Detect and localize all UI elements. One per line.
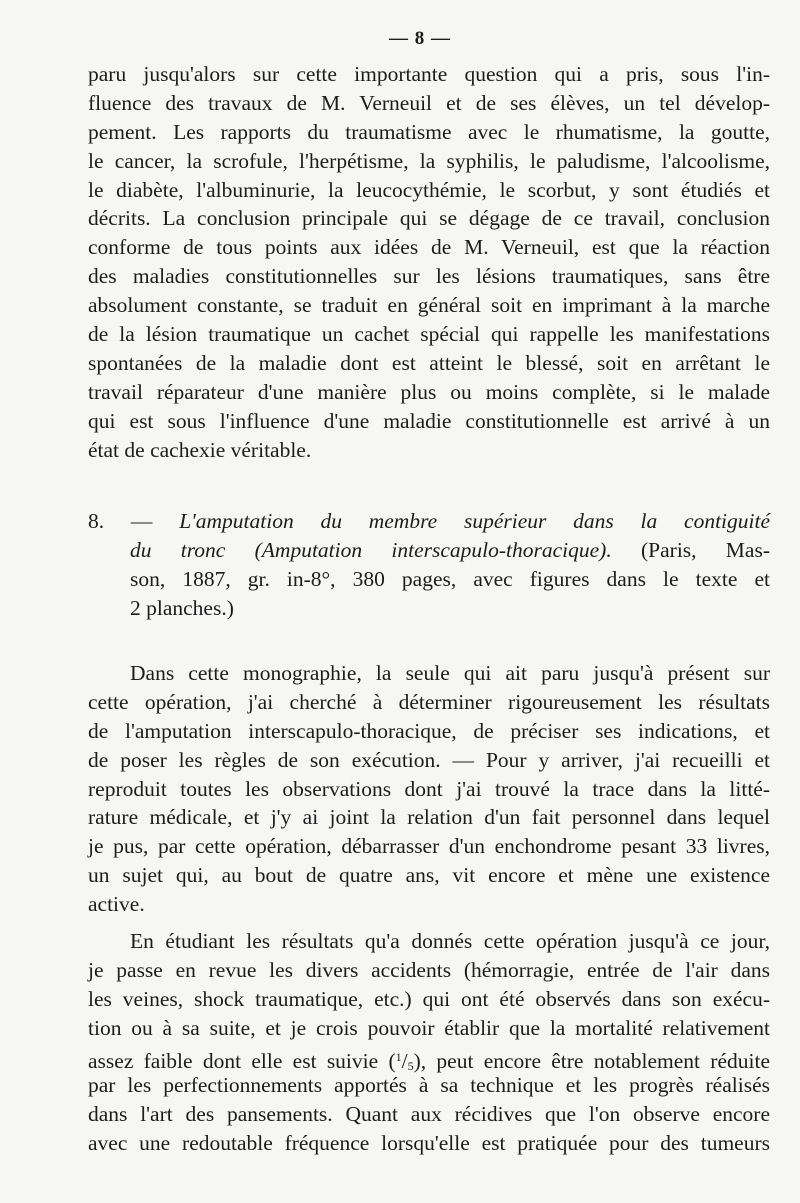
text-line: le cancer, la scrofule, l'herpétisme, la syphilis, le paludisme, l'alcoolisme, (88, 148, 770, 173)
text-line: qui est sous l'influence d'une maladie constitutionnelle est arrivé à un (88, 408, 770, 433)
text-line: avec une redoutable fréquence lorsqu'elle est pratiquée pour des tumeurs (88, 1131, 770, 1156)
text-line: décrits. La conclusion principale qui se dégage de ce travail, conclusion (88, 206, 770, 231)
entry-title-line (88, 536, 770, 565)
text-line: de l'amputation interscapulo-thoracique, de préciser ses indications, et (88, 718, 770, 743)
text-line: conforme de tous points aux idées de M. Verneuil, est que la réaction (88, 235, 770, 260)
text-line: Dans cette monographie, la seule qui ait paru jusqu'à présent sur (130, 661, 770, 685)
fraction-numerator: 1 (395, 1049, 402, 1064)
text-line: un sujet qui, au bout de quatre ans, vit encore et mène une existence (88, 863, 770, 888)
entry-title-line (88, 507, 770, 536)
entry-number: 8. — (88, 509, 153, 533)
text-line: absolument constante, se traduit en général soit en imprimant à la marche (88, 293, 770, 318)
text-line: dans l'art des pansements. Quant aux récidives que l'on observe encore (88, 1102, 770, 1127)
text-line: reproduit toutes les observations dont j'ai trouvé la trace dans la litté- (88, 776, 770, 801)
text-line: En étudiant les résultats qu'a donnés cette opération jusqu'à ce jour, (130, 929, 770, 953)
text-line-mortality (88, 1043, 770, 1072)
paragraph-monograph (88, 659, 770, 919)
paragraph-results (88, 927, 770, 1158)
fraction-slash: / (401, 1048, 408, 1073)
text-line: active. (88, 892, 145, 917)
entry-publication: (Paris, Mas- (641, 537, 770, 562)
entry-publication-line: son, 1887, gr. in-8°, 380 pages, avec figures dans le texte et (130, 566, 770, 591)
entry-title-continued: du tronc (Amputation interscapulo-thoracique). (130, 537, 612, 562)
text-line: cette opération, j'ai cherché à déterminer rigoureusement les résultats (88, 689, 770, 714)
text-line: je pus, par cette opération, débarrasser d'un enchondrome pesant 33 livres, (88, 834, 770, 859)
text-line: par les perfectionnements apportés à sa technique et les progrès réalisés (88, 1073, 770, 1098)
mortality-text-before: assez faible dont elle est suivie ( (88, 1048, 396, 1073)
text-line: des maladies constitutionnelles sur les lésions traumatiques, sans être (88, 264, 770, 289)
text-line: travail réparateur d'une manière plus ou moins complète, si le malade (88, 379, 770, 404)
text-line: de poser les règles de son exécution. — Pour y arriver, j'ai recueilli et (88, 747, 770, 772)
text-line: spontanées de la maladie dont est atteint le blessé, soit en arrêtant le (88, 350, 770, 375)
text-line: je passe en revue les divers accidents (hémorragie, entrée de l'air dans (88, 957, 770, 982)
text-line: fluence des travaux de M. Verneuil et de ses élèves, un tel dévelop- (88, 90, 770, 115)
mortality-text-after: ), peut encore être notablement réduite (413, 1048, 770, 1073)
entry-publication-line: 2 planches.) (130, 595, 234, 620)
text-line: paru jusqu'alors sur cette importante question qui a pris, sous l'in- (88, 62, 770, 86)
text-line: rature médicale, et j'y ai joint la relation d'un fait personnel dans lequel (88, 805, 770, 830)
entry-title: L'amputation du membre supérieur dans la contiguité (179, 509, 771, 533)
text-line: les veines, shock traumatique, etc.) qui ont été observés dans son exécu- (88, 986, 770, 1011)
paragraph-continuation (88, 60, 770, 464)
bibliography-entry-8 (88, 507, 770, 623)
page-number: — 8 — (389, 28, 451, 49)
text-line: pement. Les rapports du traumatisme avec le rhumatisme, la goutte, (88, 119, 770, 144)
text-line: tion ou à sa suite, et je crois pouvoir établir que la mortalité relativement (88, 1015, 770, 1040)
text-line: état de cachexie véritable. (88, 437, 312, 462)
text-line: de la lésion traumatique un cachet spécial qui rappelle les manifestations (88, 322, 770, 347)
text-line: le diabète, l'albuminurie, la leucocythémie, le scorbut, y sont étudiés et (88, 177, 770, 202)
fraction-denominator: 5 (407, 1058, 414, 1073)
